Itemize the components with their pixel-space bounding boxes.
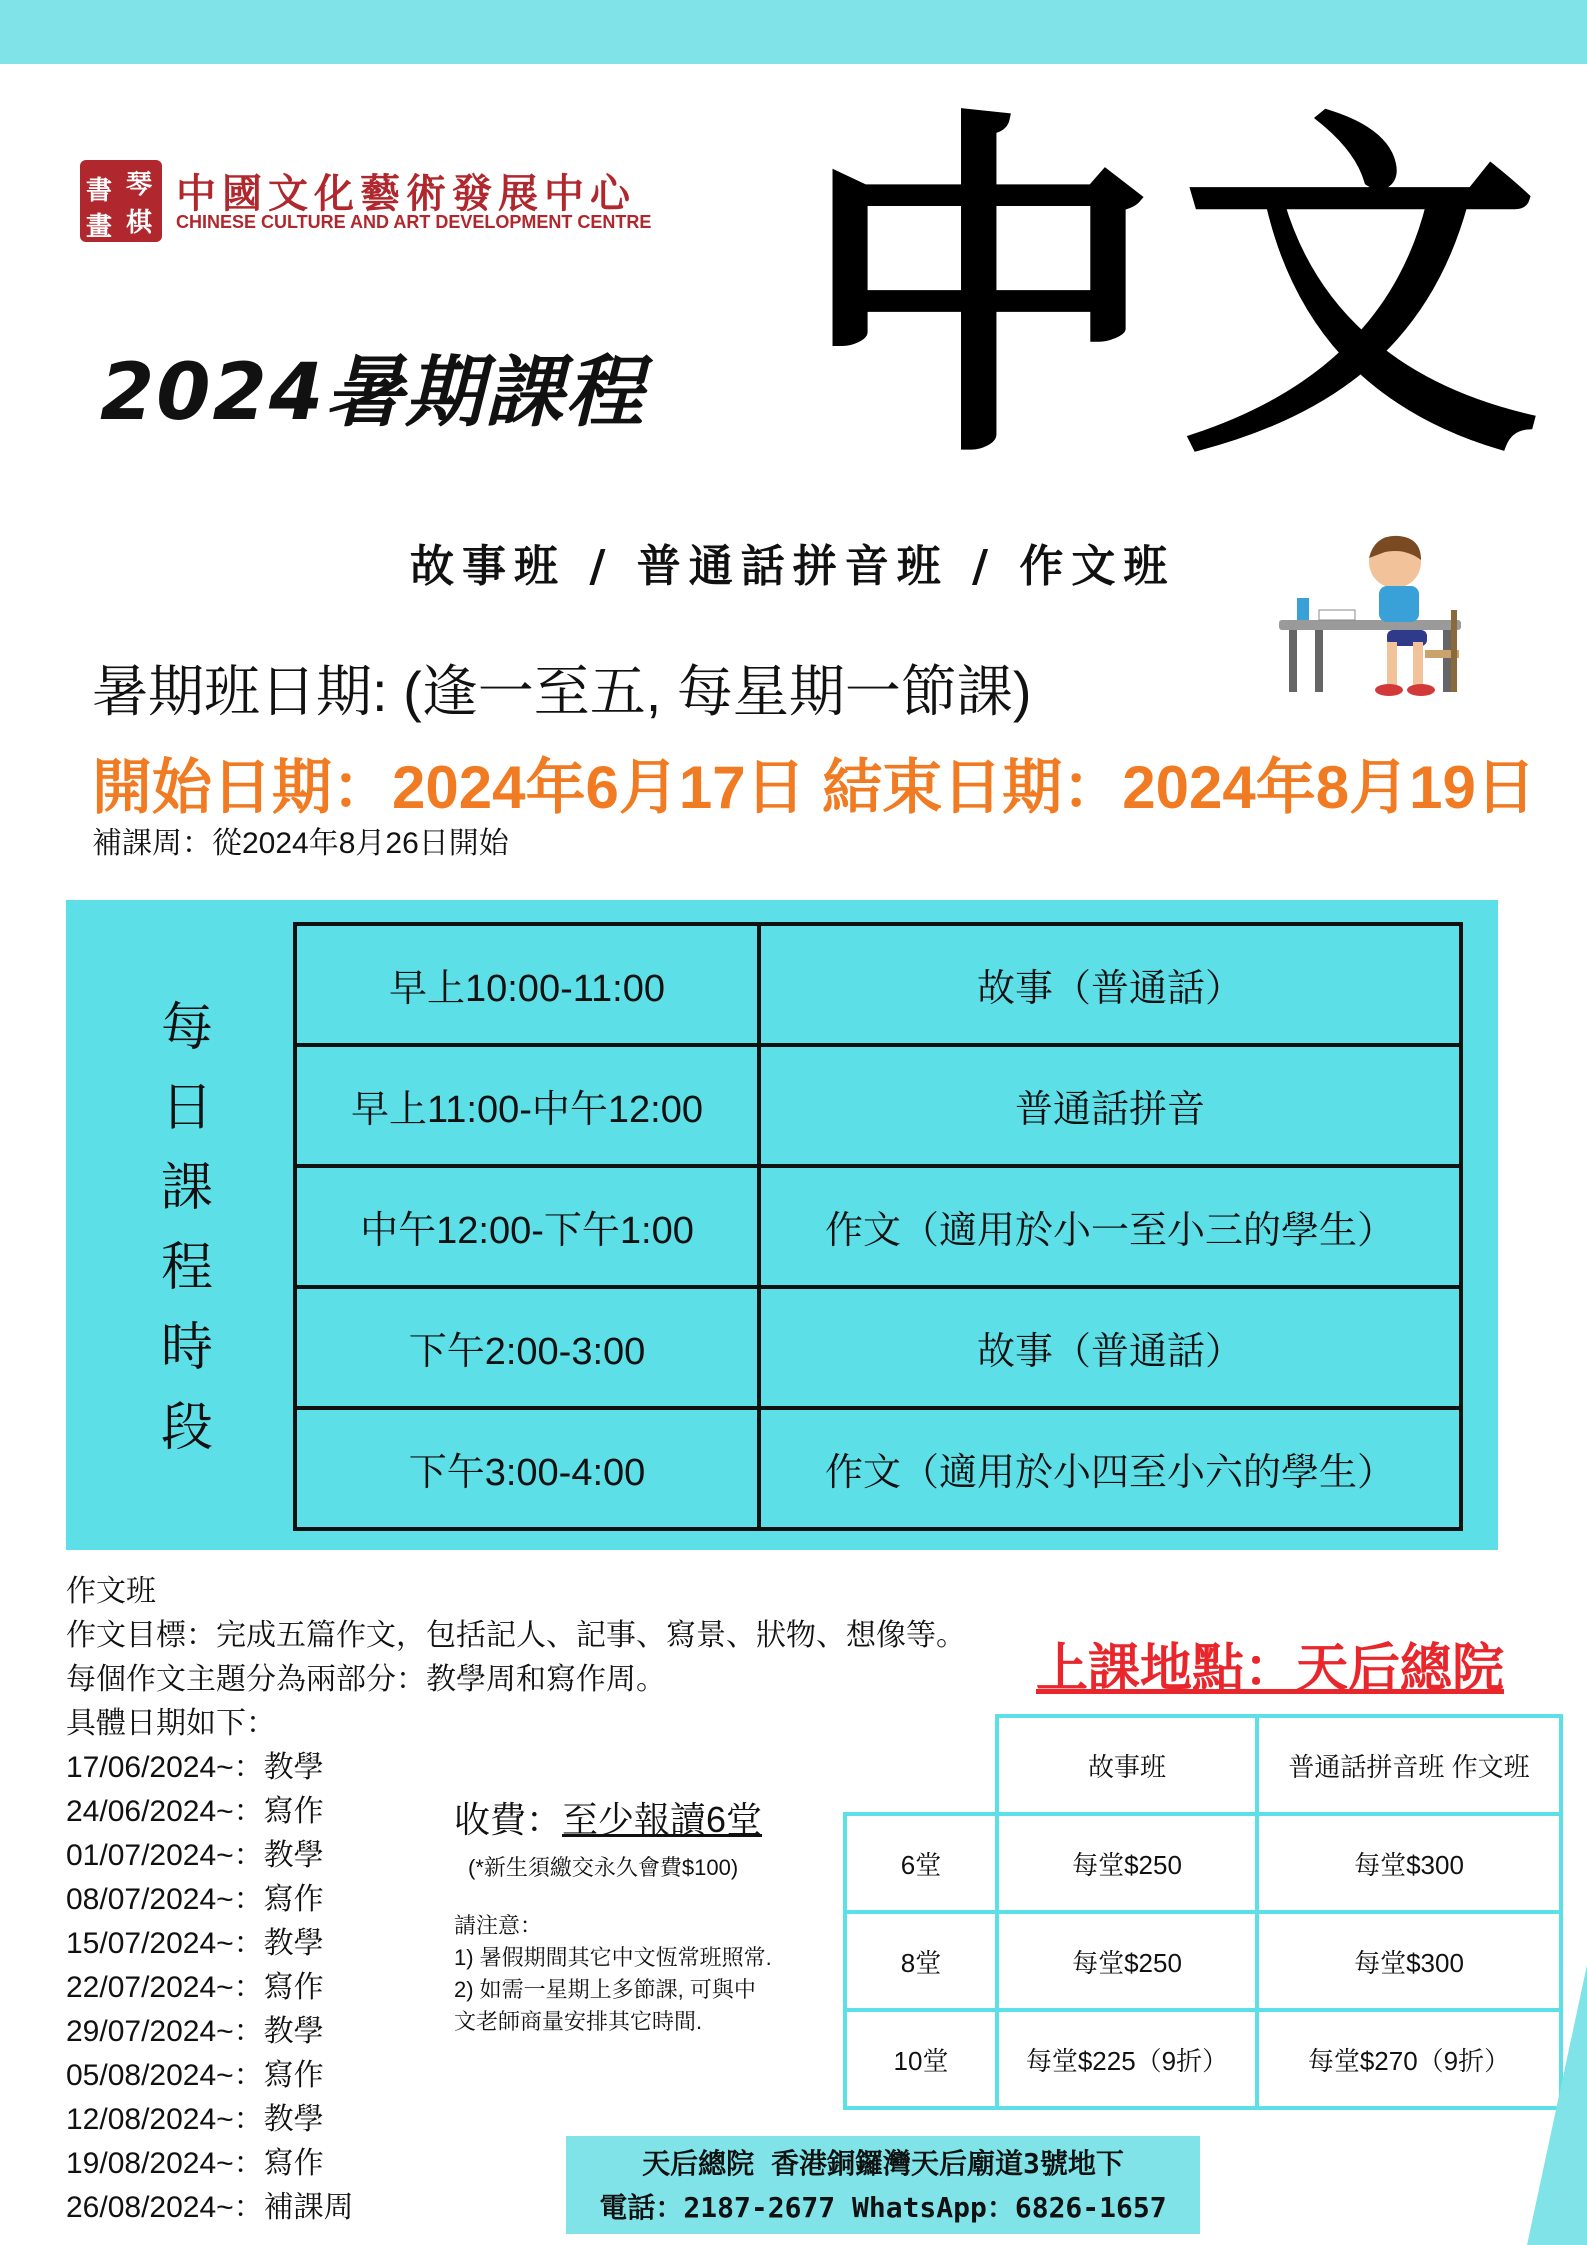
table-row bbox=[295, 924, 1461, 1045]
list-item: 22/07/2024~：寫作 bbox=[66, 1971, 324, 2004]
essay-heading: 作文班 bbox=[66, 1575, 156, 1608]
side-char: 程 bbox=[160, 1239, 213, 1297]
seal-logo bbox=[80, 160, 162, 242]
side-char: 段 bbox=[160, 1399, 213, 1457]
notice bbox=[454, 1910, 772, 2038]
fee-note: (*新生須繳交永久會費$100) bbox=[468, 1855, 739, 1880]
table-header-cell bbox=[845, 1716, 997, 1814]
time-cell: 中午12:00-下午1:00 bbox=[295, 1166, 759, 1287]
table-cell: 每堂$300 bbox=[1257, 1912, 1561, 2010]
notice-line: 請注意： bbox=[454, 1913, 543, 1938]
side-char: 日 bbox=[160, 1079, 213, 1137]
summer-period: 暑期班日期: (逢一至五, 每星期一節課) bbox=[92, 660, 1032, 723]
table-cell: 每堂$250 bbox=[997, 1814, 1257, 1912]
table-header-cell: 故事班 bbox=[997, 1716, 1257, 1814]
contact-box bbox=[566, 2136, 1200, 2234]
table-row bbox=[845, 1814, 1561, 1912]
daily-schedule bbox=[66, 900, 1498, 1550]
address: 天后總院 香港銅鑼灣天后廟道3號地下 bbox=[642, 2147, 1124, 2180]
seal-char: 畫 bbox=[86, 212, 113, 242]
corner-decoration bbox=[1527, 1965, 1587, 2245]
essay-dates-heading: 具體日期如下： bbox=[66, 1707, 276, 1740]
list-item: 17/06/2024~：教學 bbox=[66, 1751, 324, 1784]
class-types: 故事班 / 普通話拼音班 / 作文班 bbox=[410, 541, 1176, 592]
notice-line: 文老師商量安排其它時間. bbox=[454, 2009, 703, 2034]
course-cell: 普通話拼音 bbox=[759, 1045, 1461, 1166]
course-cell: 作文（適用於小四至小六的學生） bbox=[759, 1408, 1461, 1529]
essay-goal: 作文目標：完成五篇作文，包括記人、記事、寫景、狀物、想像等。 bbox=[66, 1619, 966, 1652]
table-row bbox=[845, 2010, 1561, 2108]
top-banner bbox=[0, 0, 1587, 64]
fee-label: 收費： bbox=[454, 1799, 563, 1840]
side-char: 時 bbox=[160, 1319, 213, 1377]
table-cell: 10堂 bbox=[845, 2010, 997, 2108]
table-cell: 每堂$225（9折） bbox=[997, 2010, 1257, 2108]
essay-structure: 每個作文主題分為兩部分：教學周和寫作周。 bbox=[66, 1663, 666, 1696]
table-cell: 8堂 bbox=[845, 1912, 997, 2010]
organization-logo bbox=[80, 160, 730, 242]
time-cell: 下午3:00-4:00 bbox=[295, 1408, 759, 1529]
table-row bbox=[295, 1166, 1461, 1287]
time-cell: 早上11:00-中午12:00 bbox=[295, 1045, 759, 1166]
class-location: 上課地點：天后總院 bbox=[1036, 1640, 1505, 1698]
list-item: 19/08/2024~：寫作 bbox=[66, 2147, 324, 2180]
table-cell: 6堂 bbox=[845, 1814, 997, 1912]
makeup-week: 補課周：從2024年8月26日開始 bbox=[92, 827, 509, 860]
course-cell: 作文（適用於小一至小三的學生） bbox=[759, 1166, 1461, 1287]
course-subtitle: 2024暑期課程 bbox=[100, 348, 646, 438]
fee-title bbox=[454, 1792, 772, 1843]
table-cell: 每堂$250 bbox=[997, 1912, 1257, 2010]
side-char: 每 bbox=[160, 999, 213, 1057]
list-item: 08/07/2024~：寫作 bbox=[66, 1883, 324, 1916]
table-cell: 每堂$270（9折） bbox=[1257, 2010, 1561, 2108]
table-row bbox=[295, 1287, 1461, 1408]
fee-info bbox=[454, 1792, 772, 2038]
list-item: 15/07/2024~：教學 bbox=[66, 1927, 324, 1960]
table-row bbox=[845, 1912, 1561, 2010]
table-row bbox=[295, 1045, 1461, 1166]
list-item: 12/08/2024~：教學 bbox=[66, 2103, 324, 2136]
page-title: 中文 bbox=[800, 78, 1560, 501]
list-item: 26/08/2024~：補課周 bbox=[66, 2191, 354, 2224]
list-item: 29/07/2024~：教學 bbox=[66, 2015, 324, 2048]
seal-char: 琴 bbox=[126, 170, 153, 200]
table-row bbox=[295, 1408, 1461, 1529]
table-cell: 每堂$300 bbox=[1257, 1814, 1561, 1912]
course-cell: 故事（普通話） bbox=[759, 924, 1461, 1045]
start-end-dates: 開始日期：2024年6月17日 結束日期：2024年8月19日 bbox=[92, 754, 1536, 821]
fee-minimum: 至少報讀6堂 bbox=[562, 1799, 763, 1840]
list-item: 05/08/2024~：寫作 bbox=[66, 2059, 324, 2092]
organization-name-cn: 中國文化藝術發展中心 bbox=[176, 170, 636, 217]
list-item: 01/07/2024~：教學 bbox=[66, 1839, 324, 1872]
schedule-table bbox=[293, 922, 1463, 1531]
seal-char: 棋 bbox=[126, 208, 153, 238]
organization-name-en: CHINESE CULTURE AND ART DEVELOPMENT CENTRE bbox=[176, 212, 652, 232]
phone: 電話：2187-2677 WhatsApp：6826-1657 bbox=[599, 2191, 1167, 2224]
notice-line: 2) 如需一星期上多節課, 可與中 bbox=[454, 1977, 756, 2002]
schedule-side-label bbox=[132, 988, 242, 1468]
seal-char: 書 bbox=[86, 176, 113, 206]
time-cell: 下午2:00-3:00 bbox=[295, 1287, 759, 1408]
student-illustration bbox=[1275, 530, 1465, 700]
time-cell: 早上10:00-11:00 bbox=[295, 924, 759, 1045]
notice-line: 1) 暑假期間其它中文恆常班照常. bbox=[454, 1945, 772, 1970]
table-header-cell: 普通話拼音班 作文班 bbox=[1257, 1716, 1561, 1814]
table-row bbox=[845, 1716, 1561, 1814]
side-char: 課 bbox=[160, 1159, 213, 1217]
course-cell: 故事（普通話） bbox=[759, 1287, 1461, 1408]
fee-table bbox=[843, 1714, 1563, 2110]
list-item: 24/06/2024~：寫作 bbox=[66, 1795, 324, 1828]
